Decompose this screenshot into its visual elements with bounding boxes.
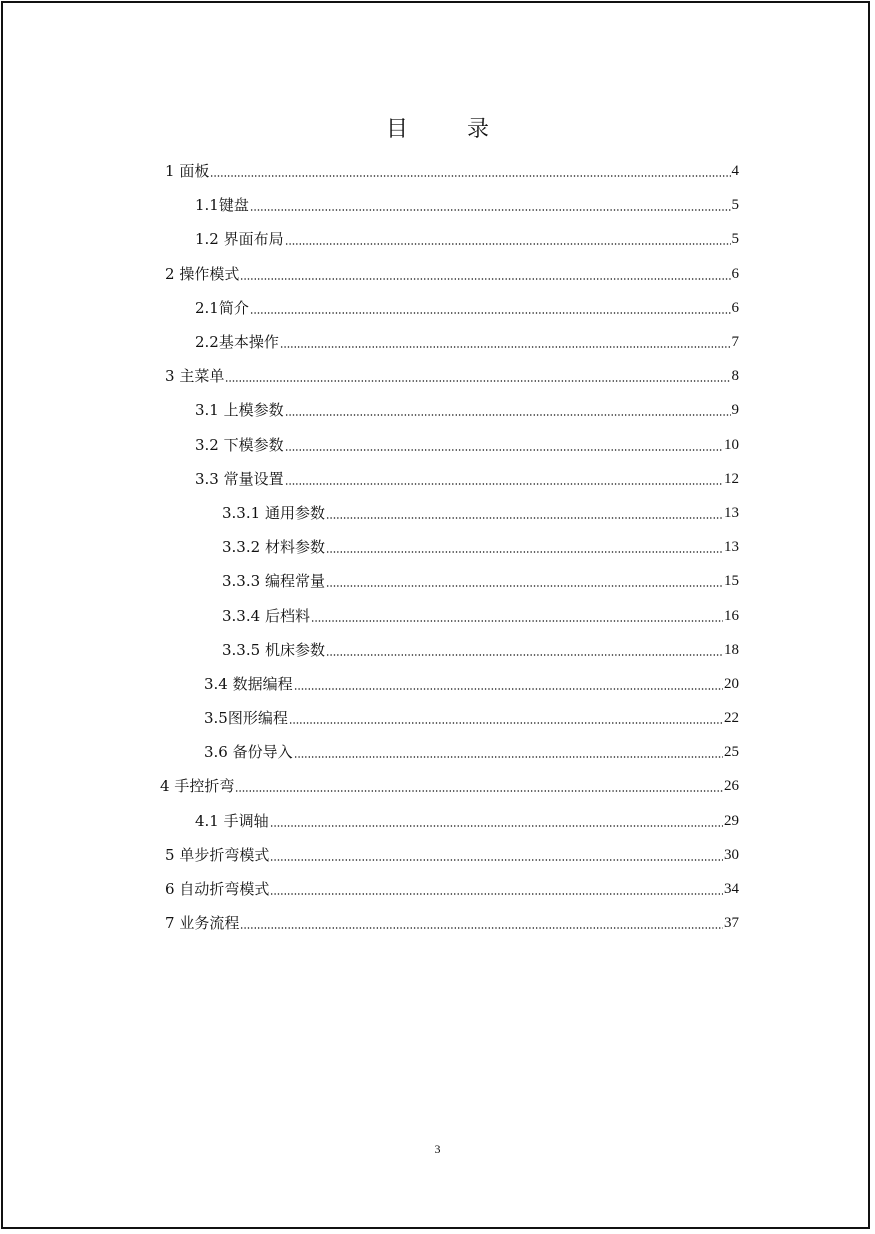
entry-number: 3.3.2 <box>222 538 265 557</box>
entry-page-number: 5 <box>731 197 739 214</box>
dot-leader <box>270 893 723 895</box>
toc-entry[interactable] <box>0 633 875 667</box>
entry-title: 主菜单 <box>179 367 225 386</box>
entry-number: 3.5 <box>204 709 228 728</box>
entry-page-number: 13 <box>724 539 739 556</box>
dot-leader <box>285 243 731 245</box>
toc-entry[interactable] <box>0 872 875 906</box>
toc-title: 目 录 <box>386 117 515 142</box>
toc-entry[interactable] <box>0 291 875 325</box>
toc-entry[interactable] <box>0 428 875 462</box>
entry-page-number: 6 <box>731 299 739 316</box>
dot-leader <box>270 859 723 861</box>
entry-number: 1.1 <box>195 196 219 215</box>
entry-title: 常量设置 <box>223 469 284 488</box>
entry-number: 1 <box>165 162 180 181</box>
entry-title: 手控折弯 <box>174 777 235 796</box>
toc-entry[interactable] <box>0 393 875 427</box>
toc-entry[interactable] <box>0 188 875 222</box>
entry-number: 3.2 <box>195 435 224 454</box>
entry-title: 面板 <box>179 162 210 181</box>
toc-entry[interactable] <box>0 667 875 701</box>
entry-title: 备份导入 <box>232 743 293 762</box>
entry-title: 编程常量 <box>264 572 325 591</box>
dot-leader <box>285 483 723 485</box>
entry-number: 7 <box>165 914 180 933</box>
entry-number: 1.2 <box>195 230 224 249</box>
entry-number: 3.3.1 <box>222 503 265 522</box>
toc-entry[interactable] <box>0 906 875 940</box>
dot-leader <box>326 551 723 553</box>
toc-entry[interactable] <box>0 496 875 530</box>
entry-title: 后档料 <box>264 606 310 625</box>
entry-title: 自动折弯模式 <box>179 880 270 899</box>
entry-page-number: 12 <box>724 470 739 487</box>
toc-entry[interactable] <box>0 804 875 838</box>
entry-page-number: 16 <box>724 607 739 624</box>
toc-entry[interactable] <box>0 564 875 598</box>
dot-leader <box>270 825 723 827</box>
dot-leader <box>280 346 731 348</box>
entry-title: 机床参数 <box>264 640 325 659</box>
entry-title: 基本操作 <box>218 333 279 352</box>
dot-leader <box>311 620 723 622</box>
dot-leader <box>289 722 723 724</box>
entry-title: 下模参数 <box>223 435 284 454</box>
entry-title: 数据编程 <box>232 674 293 693</box>
entry-page-number: 4 <box>731 163 739 180</box>
dot-leader <box>250 209 731 211</box>
entry-number: 2.1 <box>195 298 219 317</box>
toc-entry[interactable] <box>0 530 875 564</box>
entry-number: 5 <box>165 845 180 864</box>
toc-entry[interactable] <box>0 701 875 735</box>
entry-title: 简介 <box>218 298 249 317</box>
entry-page-number: 37 <box>724 915 739 932</box>
toc-entry[interactable] <box>0 769 875 803</box>
entry-number: 3.4 <box>204 674 233 693</box>
entry-number: 2.2 <box>195 333 219 352</box>
entry-number: 4.1 <box>195 811 224 830</box>
toc-entry[interactable] <box>0 598 875 632</box>
entry-title: 材料参数 <box>264 538 325 557</box>
toc-entry[interactable] <box>0 838 875 872</box>
dot-leader <box>285 449 723 451</box>
entry-number: 3.1 <box>195 401 224 420</box>
entry-number: 4 <box>160 777 175 796</box>
dot-leader <box>235 790 723 792</box>
toc-entry[interactable] <box>0 359 875 393</box>
entry-page-number: 18 <box>724 641 739 658</box>
toc-entry[interactable] <box>0 325 875 359</box>
dot-leader <box>326 585 723 587</box>
dot-leader <box>294 756 723 758</box>
entry-page-number: 10 <box>724 436 739 453</box>
entry-number: 3.3 <box>195 469 224 488</box>
dot-leader <box>240 278 730 280</box>
entry-number: 3.6 <box>204 743 233 762</box>
entry-page-number: 22 <box>724 710 739 727</box>
entry-title: 业务流程 <box>179 914 240 933</box>
entry-title: 操作模式 <box>179 264 240 283</box>
dot-leader <box>240 927 723 929</box>
entry-page-number: 9 <box>731 402 739 419</box>
entry-title: 界面布局 <box>223 230 284 249</box>
toc-entry[interactable] <box>0 462 875 496</box>
entry-title: 键盘 <box>218 196 249 215</box>
dot-leader <box>225 380 730 382</box>
entry-number: 3.3.3 <box>222 572 265 591</box>
entry-page-number: 13 <box>724 504 739 521</box>
dot-leader <box>326 654 723 656</box>
dot-leader <box>250 312 731 314</box>
entry-number: 3.3.5 <box>222 640 265 659</box>
entry-title: 图形编程 <box>227 709 288 728</box>
toc-list <box>0 154 875 940</box>
dot-leader <box>210 175 730 177</box>
toc-entry[interactable] <box>0 735 875 769</box>
entry-page-number: 5 <box>731 231 739 248</box>
entry-page-number: 25 <box>724 744 739 761</box>
dot-leader <box>326 517 723 519</box>
entry-page-number: 26 <box>724 778 739 795</box>
entry-page-number: 29 <box>724 812 739 829</box>
entry-page-number: 8 <box>731 368 739 385</box>
entry-number: 3.3.4 <box>222 606 265 625</box>
entry-page-number: 34 <box>724 881 739 898</box>
toc-entry[interactable] <box>0 257 875 291</box>
entry-title: 单步折弯模式 <box>179 845 270 864</box>
toc-entry[interactable] <box>0 154 875 188</box>
dot-leader <box>294 688 723 690</box>
entry-title: 通用参数 <box>264 503 325 522</box>
entry-number: 6 <box>165 880 180 899</box>
entry-page-number: 7 <box>731 334 739 351</box>
entry-page-number: 20 <box>724 675 739 692</box>
entry-number: 2 <box>165 264 180 283</box>
dot-leader <box>285 414 731 416</box>
entry-page-number: 30 <box>724 846 739 863</box>
entry-title: 手调轴 <box>223 811 269 830</box>
entry-number: 3 <box>165 367 180 386</box>
entry-title: 上模参数 <box>223 401 284 420</box>
entry-page-number: 6 <box>731 265 739 282</box>
page-number: 3 <box>434 1142 441 1156</box>
toc-entry[interactable] <box>0 222 875 256</box>
entry-page-number: 15 <box>724 573 739 590</box>
